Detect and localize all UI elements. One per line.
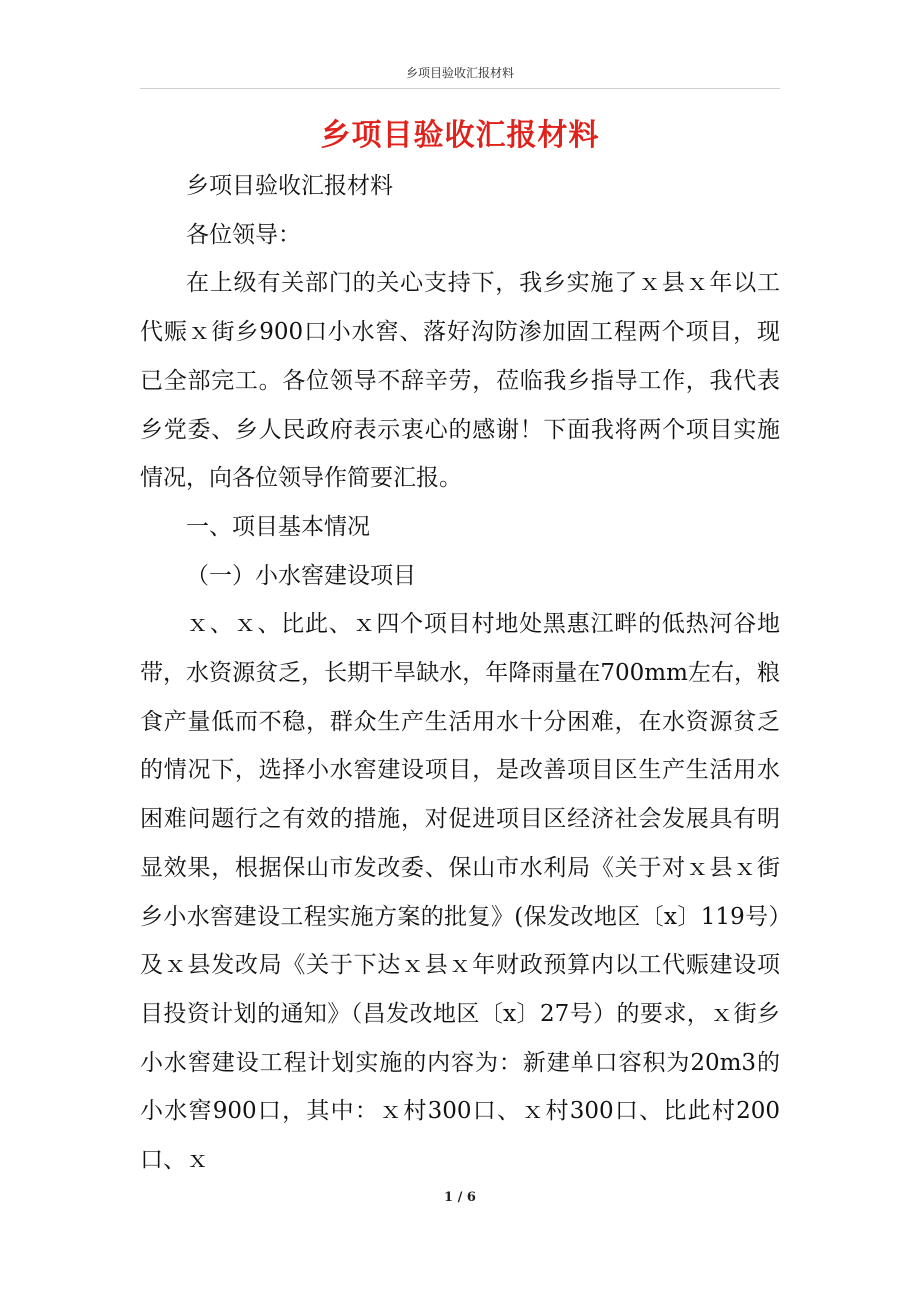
section-heading: 一、项目基本情况 [186, 513, 370, 540]
page-number: 1 / 6 [444, 1190, 476, 1205]
paragraph-project-details: ｘ、ｘ、比此、ｘ四个项目村地处黑惠江畔的低热河谷地带，水资源贫乏，长期干旱缺水，年降雨量在700mm左右，粮食产量低而不稳，群众生产生活用水十分困难，在水资源贫乏的情况下，选择小水窖建设项目，是改善项目区生产生活用水困难问题行之有效的措施，对促进项目区经济社会发展具有明显效果，根据保山市发改委、保山市水利局《关于对ｘ县ｘ街乡小水窖建设工程实施方案的批复》(保发改地区〔x〕119号）及ｘ县发改局《关于下达ｘ县ｘ年财政预算内以工代赈建设项目投资计划的通知》（昌发改地区〔x〕27号）的要求，ｘ街乡小水窖建设工程计划实施的内容为：新建单口容积为20m3的小水窖900口，其中：ｘ村300口、ｘ村300口、比此村200口、ｘ [140, 611, 780, 1174]
paragraph-subtitle: 乡项目验收汇报材料 [186, 173, 393, 199]
document-body [140, 162, 780, 1185]
header-divider [140, 88, 780, 89]
document-title: 乡项目验收汇报材料 [320, 118, 600, 153]
paragraph-intro: 在上级有关部门的关心支持下，我乡实施了ｘ县ｘ年以工代赈ｘ街乡900口小水窖、落好沟防渗加固工程两个项目，现已全部完工。各位领导不辞辛劳，莅临我乡指导工作，我代表乡党委、乡人民政府表示衷心的感谢！下面我将两个项目实施情况，向各位领导作简要汇报。 [140, 270, 780, 492]
running-header: 乡项目验收汇报材料 [405, 66, 514, 80]
subsection-heading: （一）小水窖建设项目 [186, 562, 416, 589]
paragraph-salutation: 各位领导： [186, 221, 301, 248]
